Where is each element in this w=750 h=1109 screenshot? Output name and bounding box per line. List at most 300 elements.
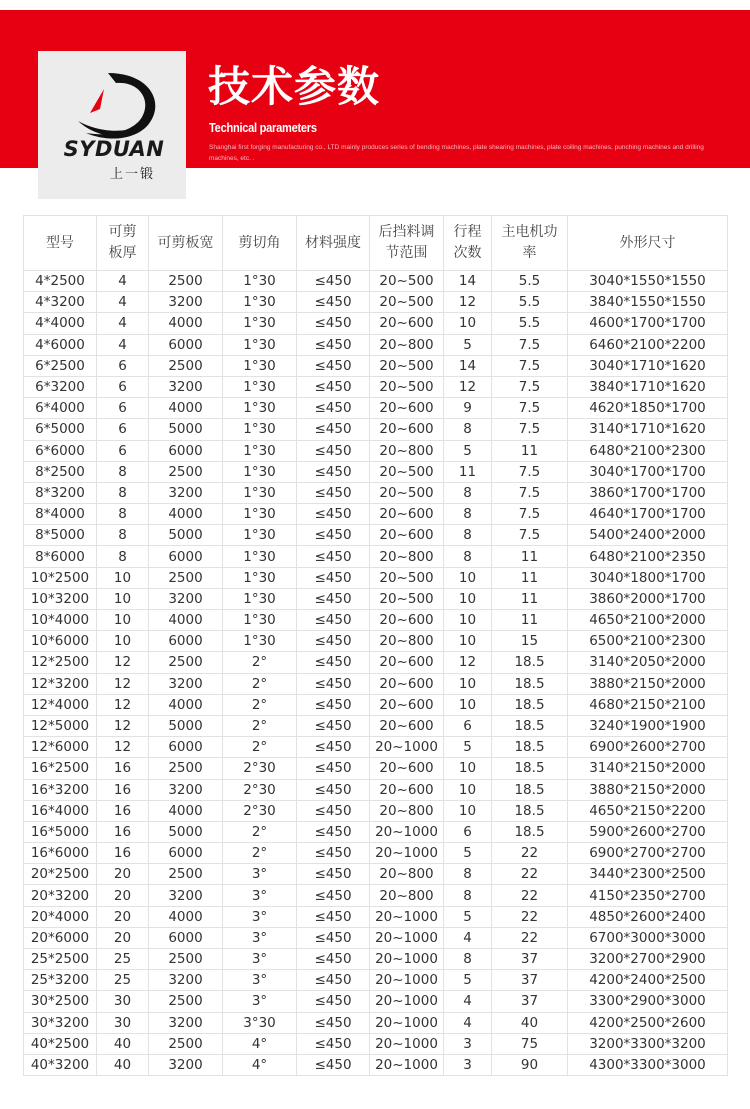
company-description: Shanghai first forging manufacturing co., LTD mainly produces series of bending machines, plate shearing machines, plate coiling machines, punching machines and drilling machines, etc. .	[209, 144, 704, 162]
cell-model: 4*3200	[24, 292, 97, 313]
cell-dimensions: 3440*2300*2500	[568, 864, 728, 885]
cell-width: 4000	[149, 800, 223, 821]
cell-width: 4000	[149, 610, 223, 631]
column-header-material-strength	[297, 216, 370, 271]
cell-motor-power: 18.5	[492, 800, 568, 821]
cell-backgauge-range: 20~800	[370, 885, 444, 906]
cell-backgauge-range: 20~500	[370, 482, 444, 503]
cell-dimensions: 5400*2400*2000	[568, 525, 728, 546]
table-row	[24, 821, 728, 842]
cell-material-strength: ≤450	[297, 567, 370, 588]
cell-width: 3200	[149, 970, 223, 991]
cell-stroke-count: 10	[444, 758, 492, 779]
cell-material-strength: ≤450	[297, 758, 370, 779]
cell-dimensions: 3880*2150*2000	[568, 673, 728, 694]
cell-thickness: 20	[97, 927, 149, 948]
cell-material-strength: ≤450	[297, 419, 370, 440]
cell-dimensions: 4150*2350*2700	[568, 885, 728, 906]
table-row	[24, 737, 728, 758]
cell-stroke-count: 6	[444, 715, 492, 736]
cell-motor-power: 5.5	[492, 313, 568, 334]
cell-stroke-count: 10	[444, 673, 492, 694]
table-row	[24, 588, 728, 609]
cell-material-strength: ≤450	[297, 694, 370, 715]
cell-dimensions: 6500*2100*2300	[568, 631, 728, 652]
cell-backgauge-range: 20~600	[370, 758, 444, 779]
cell-backgauge-range: 20~800	[370, 440, 444, 461]
cell-stroke-count: 5	[444, 843, 492, 864]
table-row	[24, 334, 728, 355]
column-header-text: 板厚	[108, 245, 137, 261]
cell-dimensions: 6900*2700*2700	[568, 843, 728, 864]
cell-dimensions: 4600*1700*1700	[568, 313, 728, 334]
cell-material-strength: ≤450	[297, 610, 370, 631]
cell-backgauge-range: 20~500	[370, 567, 444, 588]
column-header-text: 剪切角	[238, 234, 281, 251]
cell-material-strength: ≤450	[297, 821, 370, 842]
cell-thickness: 30	[97, 991, 149, 1012]
cell-width: 4000	[149, 504, 223, 525]
cell-stroke-count: 4	[444, 991, 492, 1012]
cell-material-strength: ≤450	[297, 864, 370, 885]
table-row	[24, 271, 728, 292]
table-row	[24, 398, 728, 419]
table-row	[24, 673, 728, 694]
cell-model: 40*2500	[24, 1033, 97, 1054]
cell-thickness: 20	[97, 864, 149, 885]
table-row	[24, 652, 728, 673]
cell-thickness: 25	[97, 970, 149, 991]
cell-stroke-count: 12	[444, 376, 492, 397]
cell-backgauge-range: 20~500	[370, 355, 444, 376]
column-header-text: 材料强度	[305, 234, 361, 251]
cell-model: 10*6000	[24, 631, 97, 652]
cell-stroke-count: 10	[444, 800, 492, 821]
cell-model: 30*2500	[24, 991, 97, 1012]
cell-dimensions: 4200*2500*2600	[568, 1012, 728, 1033]
table-row	[24, 970, 728, 991]
cell-backgauge-range: 20~800	[370, 864, 444, 885]
cell-stroke-count: 8	[444, 504, 492, 525]
cell-model: 10*2500	[24, 567, 97, 588]
cell-dimensions: 4640*1700*1700	[568, 504, 728, 525]
cell-model: 8*2500	[24, 461, 97, 482]
table-row	[24, 610, 728, 631]
column-header-backgauge-range	[370, 216, 444, 271]
cell-motor-power: 22	[492, 864, 568, 885]
cell-backgauge-range: 20~800	[370, 546, 444, 567]
cell-thickness: 40	[97, 1033, 149, 1054]
cell-dimensions: 3880*2150*2000	[568, 779, 728, 800]
cell-stroke-count: 8	[444, 885, 492, 906]
cell-model: 8*3200	[24, 482, 97, 503]
cell-width: 5000	[149, 715, 223, 736]
cell-width: 4000	[149, 906, 223, 927]
cell-dimensions: 4200*2400*2500	[568, 970, 728, 991]
cell-width: 4000	[149, 694, 223, 715]
cell-thickness: 12	[97, 673, 149, 694]
cell-width: 2500	[149, 567, 223, 588]
cell-stroke-count: 10	[444, 779, 492, 800]
cell-material-strength: ≤450	[297, 525, 370, 546]
cell-shear-angle: 2°	[223, 694, 297, 715]
cell-dimensions: 6460*2100*2200	[568, 334, 728, 355]
cell-shear-angle: 2°30	[223, 779, 297, 800]
cell-thickness: 20	[97, 885, 149, 906]
cell-stroke-count: 9	[444, 398, 492, 419]
cell-motor-power: 18.5	[492, 652, 568, 673]
cell-dimensions: 4300*3300*3000	[568, 1054, 728, 1075]
cell-shear-angle: 2°	[223, 715, 297, 736]
cell-stroke-count: 10	[444, 631, 492, 652]
cell-thickness: 4	[97, 292, 149, 313]
cell-material-strength: ≤450	[297, 313, 370, 334]
cell-shear-angle: 2°	[223, 843, 297, 864]
cell-backgauge-range: 20~600	[370, 610, 444, 631]
cell-motor-power: 22	[492, 843, 568, 864]
cell-stroke-count: 3	[444, 1033, 492, 1054]
column-header-dimensions	[568, 216, 728, 271]
cell-shear-angle: 2°	[223, 652, 297, 673]
cell-shear-angle: 1°30	[223, 355, 297, 376]
cell-backgauge-range: 20~1000	[370, 906, 444, 927]
table-row	[24, 927, 728, 948]
cell-model: 10*4000	[24, 610, 97, 631]
cell-thickness: 6	[97, 398, 149, 419]
cell-model: 40*3200	[24, 1054, 97, 1075]
cell-model: 25*3200	[24, 970, 97, 991]
cell-thickness: 20	[97, 906, 149, 927]
cell-model: 16*5000	[24, 821, 97, 842]
cell-backgauge-range: 20~1000	[370, 949, 444, 970]
cell-model: 25*2500	[24, 949, 97, 970]
column-header-text: 可剪	[108, 224, 137, 240]
table-row	[24, 779, 728, 800]
cell-dimensions: 3200*2700*2900	[568, 949, 728, 970]
table-row	[24, 525, 728, 546]
cell-shear-angle: 1°30	[223, 271, 297, 292]
cell-backgauge-range: 20~600	[370, 673, 444, 694]
cell-material-strength: ≤450	[297, 334, 370, 355]
cell-backgauge-range: 20~600	[370, 652, 444, 673]
cell-backgauge-range: 20~600	[370, 525, 444, 546]
cell-dimensions: 4650*2100*2000	[568, 610, 728, 631]
cell-model: 6*5000	[24, 419, 97, 440]
technical-parameters-table	[23, 215, 728, 1076]
cell-backgauge-range: 20~600	[370, 694, 444, 715]
cell-thickness: 16	[97, 800, 149, 821]
cell-shear-angle: 3°	[223, 991, 297, 1012]
cell-backgauge-range: 20~1000	[370, 843, 444, 864]
cell-shear-angle: 2°30	[223, 800, 297, 821]
cell-model: 6*4000	[24, 398, 97, 419]
cell-dimensions: 4620*1850*1700	[568, 398, 728, 419]
cell-thickness: 10	[97, 631, 149, 652]
column-header-text: 次数	[453, 245, 482, 261]
cell-width: 2500	[149, 271, 223, 292]
cell-backgauge-range: 20~500	[370, 588, 444, 609]
cell-dimensions: 5900*2600*2700	[568, 821, 728, 842]
cell-width: 6000	[149, 737, 223, 758]
cell-motor-power: 5.5	[492, 292, 568, 313]
cell-model: 6*3200	[24, 376, 97, 397]
cell-model: 8*4000	[24, 504, 97, 525]
cell-material-strength: ≤450	[297, 779, 370, 800]
cell-width: 2500	[149, 864, 223, 885]
cell-model: 8*6000	[24, 546, 97, 567]
table-row	[24, 355, 728, 376]
cell-dimensions: 6700*3000*3000	[568, 927, 728, 948]
cell-shear-angle: 1°30	[223, 482, 297, 503]
cell-thickness: 6	[97, 355, 149, 376]
cell-backgauge-range: 20~1000	[370, 991, 444, 1012]
cell-dimensions: 3240*1900*1900	[568, 715, 728, 736]
cell-material-strength: ≤450	[297, 991, 370, 1012]
header-banner	[0, 10, 750, 182]
cell-material-strength: ≤450	[297, 673, 370, 694]
table-body	[24, 271, 728, 1076]
cell-dimensions: 3840*1550*1550	[568, 292, 728, 313]
cell-shear-angle: 1°30	[223, 525, 297, 546]
cell-thickness: 16	[97, 843, 149, 864]
cell-model: 20*3200	[24, 885, 97, 906]
cell-thickness: 10	[97, 567, 149, 588]
cell-stroke-count: 8	[444, 419, 492, 440]
cell-shear-angle: 1°30	[223, 440, 297, 461]
cell-thickness: 12	[97, 652, 149, 673]
cell-material-strength: ≤450	[297, 715, 370, 736]
cell-thickness: 16	[97, 821, 149, 842]
cell-dimensions: 3140*2150*2000	[568, 758, 728, 779]
table-row	[24, 440, 728, 461]
table-row	[24, 482, 728, 503]
cell-material-strength: ≤450	[297, 271, 370, 292]
cell-dimensions: 4680*2150*2100	[568, 694, 728, 715]
cell-shear-angle: 2°	[223, 737, 297, 758]
cell-dimensions: 3300*2900*3000	[568, 991, 728, 1012]
cell-motor-power: 90	[492, 1054, 568, 1075]
cell-stroke-count: 8	[444, 482, 492, 503]
cell-stroke-count: 8	[444, 949, 492, 970]
brand-chinese-name: 上一锻	[110, 167, 156, 182]
cell-thickness: 8	[97, 482, 149, 503]
cell-thickness: 8	[97, 546, 149, 567]
cell-shear-angle: 1°30	[223, 461, 297, 482]
cell-width: 6000	[149, 631, 223, 652]
cell-stroke-count: 11	[444, 461, 492, 482]
cell-stroke-count: 8	[444, 864, 492, 885]
cell-thickness: 10	[97, 588, 149, 609]
cell-stroke-count: 12	[444, 292, 492, 313]
table-row	[24, 800, 728, 821]
cell-motor-power: 18.5	[492, 737, 568, 758]
column-header-text: 后挡料调	[378, 224, 435, 240]
cell-motor-power: 22	[492, 906, 568, 927]
cell-dimensions: 3140*2050*2000	[568, 652, 728, 673]
cell-width: 3200	[149, 588, 223, 609]
cell-material-strength: ≤450	[297, 504, 370, 525]
table-row	[24, 715, 728, 736]
cell-stroke-count: 5	[444, 440, 492, 461]
cell-shear-angle: 4°	[223, 1033, 297, 1054]
cell-motor-power: 7.5	[492, 504, 568, 525]
cell-backgauge-range: 20~600	[370, 398, 444, 419]
column-header-text: 型号	[46, 234, 74, 251]
cell-thickness: 12	[97, 715, 149, 736]
cell-backgauge-range: 20~1000	[370, 927, 444, 948]
cell-shear-angle: 2°	[223, 821, 297, 842]
cell-motor-power: 7.5	[492, 482, 568, 503]
cell-motor-power: 15	[492, 631, 568, 652]
cell-material-strength: ≤450	[297, 588, 370, 609]
cell-model: 16*3200	[24, 779, 97, 800]
cell-material-strength: ≤450	[297, 737, 370, 758]
cell-stroke-count: 6	[444, 821, 492, 842]
table-row	[24, 885, 728, 906]
column-header-text: 可剪板宽	[157, 234, 214, 251]
cell-motor-power: 11	[492, 610, 568, 631]
cell-model: 4*6000	[24, 334, 97, 355]
cell-width: 2500	[149, 461, 223, 482]
cell-dimensions: 3840*1710*1620	[568, 376, 728, 397]
cell-motor-power: 40	[492, 1012, 568, 1033]
cell-thickness: 4	[97, 313, 149, 334]
cell-material-strength: ≤450	[297, 376, 370, 397]
cell-material-strength: ≤450	[297, 800, 370, 821]
column-header-width	[149, 216, 223, 271]
cell-model: 12*2500	[24, 652, 97, 673]
cell-backgauge-range: 20~800	[370, 800, 444, 821]
column-header-stroke-count	[444, 216, 492, 271]
cell-material-strength: ≤450	[297, 461, 370, 482]
cell-shear-angle: 1°30	[223, 504, 297, 525]
cell-dimensions: 6480*2100*2300	[568, 440, 728, 461]
table-row	[24, 864, 728, 885]
cell-model: 16*6000	[24, 843, 97, 864]
cell-stroke-count: 10	[444, 567, 492, 588]
cell-stroke-count: 10	[444, 588, 492, 609]
cell-backgauge-range: 20~600	[370, 419, 444, 440]
cell-material-strength: ≤450	[297, 843, 370, 864]
cell-shear-angle: 3°	[223, 949, 297, 970]
cell-material-strength: ≤450	[297, 949, 370, 970]
cell-backgauge-range: 20~1000	[370, 1033, 444, 1054]
cell-thickness: 4	[97, 271, 149, 292]
cell-backgauge-range: 20~800	[370, 334, 444, 355]
cell-width: 5000	[149, 821, 223, 842]
brand-name: SYDUAN	[63, 137, 165, 161]
cell-backgauge-range: 20~1000	[370, 970, 444, 991]
cell-width: 2500	[149, 1033, 223, 1054]
cell-shear-angle: 3°	[223, 927, 297, 948]
cell-model: 4*4000	[24, 313, 97, 334]
column-header-text: 外形尺寸	[619, 234, 676, 251]
cell-thickness: 6	[97, 440, 149, 461]
cell-dimensions: 3860*1700*1700	[568, 482, 728, 503]
cell-motor-power: 37	[492, 970, 568, 991]
cell-thickness: 12	[97, 737, 149, 758]
cell-material-strength: ≤450	[297, 1033, 370, 1054]
cell-stroke-count: 8	[444, 546, 492, 567]
page-subtitle: Technical parameters	[209, 120, 317, 135]
cell-width: 6000	[149, 843, 223, 864]
brand-logo	[38, 51, 186, 199]
cell-shear-angle: 2°30	[223, 758, 297, 779]
cell-material-strength: ≤450	[297, 398, 370, 419]
cell-dimensions: 4850*2600*2400	[568, 906, 728, 927]
cell-width: 2500	[149, 949, 223, 970]
column-header-motor-power	[492, 216, 568, 271]
cell-stroke-count: 4	[444, 1012, 492, 1033]
cell-stroke-count: 10	[444, 313, 492, 334]
table-row	[24, 631, 728, 652]
cell-stroke-count: 5	[444, 334, 492, 355]
cell-stroke-count: 8	[444, 525, 492, 546]
cell-thickness: 6	[97, 376, 149, 397]
cell-material-strength: ≤450	[297, 885, 370, 906]
cell-model: 10*3200	[24, 588, 97, 609]
cell-material-strength: ≤450	[297, 970, 370, 991]
table-row	[24, 843, 728, 864]
cell-shear-angle: 2°	[223, 673, 297, 694]
cell-dimensions: 4650*2150*2200	[568, 800, 728, 821]
cell-material-strength: ≤450	[297, 1012, 370, 1033]
cell-thickness: 25	[97, 949, 149, 970]
cell-stroke-count: 3	[444, 1054, 492, 1075]
table-row	[24, 461, 728, 482]
cell-width: 4000	[149, 398, 223, 419]
cell-width: 3200	[149, 673, 223, 694]
cell-shear-angle: 1°30	[223, 376, 297, 397]
cell-dimensions: 3200*3300*3200	[568, 1033, 728, 1054]
cell-width: 6000	[149, 927, 223, 948]
cell-motor-power: 18.5	[492, 715, 568, 736]
cell-motor-power: 11	[492, 588, 568, 609]
cell-shear-angle: 1°30	[223, 313, 297, 334]
cell-motor-power: 11	[492, 440, 568, 461]
cell-shear-angle: 1°30	[223, 610, 297, 631]
cell-shear-angle: 1°30	[223, 631, 297, 652]
cell-motor-power: 7.5	[492, 419, 568, 440]
cell-dimensions: 3040*1800*1700	[568, 567, 728, 588]
column-header-model	[24, 216, 97, 271]
cell-model: 12*4000	[24, 694, 97, 715]
table-row	[24, 694, 728, 715]
cell-thickness: 8	[97, 461, 149, 482]
cell-width: 3200	[149, 482, 223, 503]
cell-width: 6000	[149, 546, 223, 567]
cell-width: 4000	[149, 313, 223, 334]
cell-thickness: 6	[97, 419, 149, 440]
cell-width: 2500	[149, 652, 223, 673]
column-header-thickness	[97, 216, 149, 271]
cell-shear-angle: 1°30	[223, 398, 297, 419]
cell-motor-power: 18.5	[492, 821, 568, 842]
cell-motor-power: 7.5	[492, 398, 568, 419]
cell-backgauge-range: 20~500	[370, 461, 444, 482]
table-row	[24, 949, 728, 970]
cell-thickness: 4	[97, 334, 149, 355]
column-header-text: 率	[522, 245, 537, 261]
cell-motor-power: 37	[492, 991, 568, 1012]
cell-thickness: 16	[97, 758, 149, 779]
cell-shear-angle: 3°	[223, 906, 297, 927]
cell-material-strength: ≤450	[297, 482, 370, 503]
cell-shear-angle: 3°	[223, 864, 297, 885]
cell-backgauge-range: 20~500	[370, 271, 444, 292]
cell-thickness: 12	[97, 694, 149, 715]
cell-shear-angle: 3°	[223, 885, 297, 906]
